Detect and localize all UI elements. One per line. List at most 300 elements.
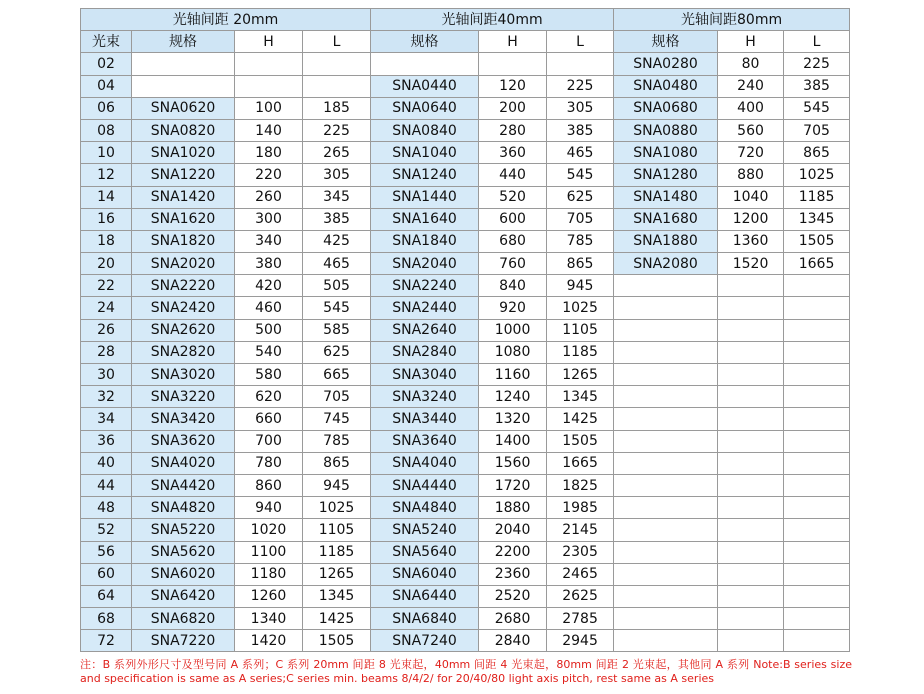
footnote: 注：B 系列外形尺寸及型号同 A 系列；C 系列 20mm 间距 8 光束起，40mm 间距 4 光束起，80mm 间距 2 光束起，其他同 A 系列 Note:B series size and specification is same as A series;C series min. beams 8/4/2/ for 20/40/80 light axis pitch, rest same as A series: [80, 658, 852, 685]
l-value-cell: [784, 519, 850, 541]
table-body: [81, 53, 850, 652]
l-value-cell: 1025: [784, 164, 850, 186]
h-value-cell: 1080: [479, 341, 547, 363]
l-value-cell: [784, 608, 850, 630]
l-value-cell: 1105: [547, 319, 614, 341]
model-cell: SNA7240: [371, 630, 479, 652]
l-value-cell: [547, 53, 614, 75]
l-value-cell: 625: [547, 186, 614, 208]
l-value-cell: 1505: [547, 430, 614, 452]
table-row: [81, 275, 850, 297]
beam-count-cell: 40: [81, 452, 132, 474]
h-value-cell: 1400: [479, 430, 547, 452]
l-value-cell: 865: [303, 452, 371, 474]
beam-count-cell: 18: [81, 230, 132, 252]
table-row: [81, 186, 850, 208]
beam-count-cell: 56: [81, 541, 132, 563]
beam-count-cell: 68: [81, 608, 132, 630]
h-value-cell: 200: [479, 97, 547, 119]
h-value-cell: [718, 630, 784, 652]
model-cell: SNA4820: [132, 497, 235, 519]
model-cell: SNA2640: [371, 319, 479, 341]
l-value-cell: [784, 452, 850, 474]
model-cell: SNA3040: [371, 364, 479, 386]
model-cell: SNA2840: [371, 341, 479, 363]
h-value-cell: 1040: [718, 186, 784, 208]
model-cell: SNA0640: [371, 97, 479, 119]
table-row: [81, 541, 850, 563]
table-row: [81, 408, 850, 430]
model-cell: SNA3220: [132, 386, 235, 408]
h-value-cell: [718, 364, 784, 386]
h-value-cell: 1520: [718, 253, 784, 275]
h-value-cell: [718, 386, 784, 408]
beam-count-cell: 06: [81, 97, 132, 119]
l-value-cell: 785: [303, 430, 371, 452]
l-value-cell: 2305: [547, 541, 614, 563]
table-row: [81, 297, 850, 319]
h-value-cell: [718, 430, 784, 452]
beam-count-cell: 28: [81, 341, 132, 363]
model-cell: [614, 408, 718, 430]
h-value-cell: 600: [479, 208, 547, 230]
l-value-cell: [784, 585, 850, 607]
h-value-cell: 2200: [479, 541, 547, 563]
l-value-cell: 465: [303, 253, 371, 275]
model-cell: SNA7220: [132, 630, 235, 652]
h-value-cell: 1320: [479, 408, 547, 430]
model-cell: [614, 341, 718, 363]
h-value-cell: 520: [479, 186, 547, 208]
h-value-cell: 1020: [235, 519, 303, 541]
l-value-cell: 2465: [547, 563, 614, 585]
table-row: [81, 519, 850, 541]
table-row: [81, 53, 850, 75]
h-value-cell: 780: [235, 452, 303, 474]
model-cell: [132, 75, 235, 97]
model-cell: SNA1280: [614, 164, 718, 186]
l-value-cell: 465: [547, 142, 614, 164]
h-value-cell: 720: [718, 142, 784, 164]
model-cell: SNA6820: [132, 608, 235, 630]
l-value-cell: 1185: [547, 341, 614, 363]
l-value-cell: [784, 563, 850, 585]
l-value-cell: 1665: [784, 253, 850, 275]
l-value-cell: 385: [784, 75, 850, 97]
column-header-l: L: [784, 31, 850, 53]
l-value-cell: 545: [303, 297, 371, 319]
h-value-cell: 1560: [479, 452, 547, 474]
h-value-cell: 500: [235, 319, 303, 341]
model-cell: SNA3640: [371, 430, 479, 452]
l-value-cell: [784, 430, 850, 452]
table-row: [81, 75, 850, 97]
model-cell: SNA2240: [371, 275, 479, 297]
l-value-cell: 425: [303, 230, 371, 252]
h-value-cell: 1180: [235, 563, 303, 585]
l-value-cell: 1265: [547, 364, 614, 386]
model-cell: SNA1440: [371, 186, 479, 208]
model-cell: [132, 53, 235, 75]
l-value-cell: [784, 630, 850, 652]
beam-count-cell: 02: [81, 53, 132, 75]
l-value-cell: 345: [303, 186, 371, 208]
h-value-cell: 460: [235, 297, 303, 319]
beam-count-cell: 34: [81, 408, 132, 430]
model-cell: SNA2020: [132, 253, 235, 275]
model-cell: SNA2820: [132, 341, 235, 363]
h-value-cell: 2040: [479, 519, 547, 541]
beam-count-cell: 48: [81, 497, 132, 519]
model-cell: [614, 630, 718, 652]
h-value-cell: [718, 408, 784, 430]
model-cell: SNA3420: [132, 408, 235, 430]
beam-count-cell: 64: [81, 585, 132, 607]
l-value-cell: [784, 364, 850, 386]
model-cell: SNA6040: [371, 563, 479, 585]
h-value-cell: 1260: [235, 585, 303, 607]
table-row: [81, 253, 850, 275]
model-cell: [614, 608, 718, 630]
l-value-cell: 705: [547, 208, 614, 230]
h-value-cell: [718, 585, 784, 607]
l-value-cell: [784, 474, 850, 496]
group-header-row: [81, 9, 850, 31]
model-cell: SNA2620: [132, 319, 235, 341]
model-cell: SNA0880: [614, 119, 718, 141]
model-cell: [614, 364, 718, 386]
l-value-cell: [784, 497, 850, 519]
table-row: [81, 341, 850, 363]
table-row: [81, 563, 850, 585]
h-value-cell: 700: [235, 430, 303, 452]
model-cell: SNA0440: [371, 75, 479, 97]
model-cell: SNA4440: [371, 474, 479, 496]
h-value-cell: [479, 53, 547, 75]
l-value-cell: 1985: [547, 497, 614, 519]
l-value-cell: 545: [547, 164, 614, 186]
l-value-cell: 705: [784, 119, 850, 141]
model-cell: SNA1820: [132, 230, 235, 252]
h-value-cell: 580: [235, 364, 303, 386]
model-cell: SNA0620: [132, 97, 235, 119]
table-row: [81, 319, 850, 341]
column-header-h: H: [718, 31, 784, 53]
beam-count-cell: 10: [81, 142, 132, 164]
spec-table: [80, 8, 850, 652]
l-value-cell: [784, 341, 850, 363]
h-value-cell: 2840: [479, 630, 547, 652]
l-value-cell: 865: [547, 253, 614, 275]
model-cell: SNA3440: [371, 408, 479, 430]
l-value-cell: [303, 75, 371, 97]
l-value-cell: 945: [303, 474, 371, 496]
model-cell: SNA6420: [132, 585, 235, 607]
model-cell: SNA5220: [132, 519, 235, 541]
table-row: [81, 474, 850, 496]
h-value-cell: 1720: [479, 474, 547, 496]
l-value-cell: [784, 297, 850, 319]
h-value-cell: 300: [235, 208, 303, 230]
h-value-cell: 1100: [235, 541, 303, 563]
l-value-cell: 585: [303, 319, 371, 341]
l-value-cell: 2785: [547, 608, 614, 630]
h-value-cell: 280: [479, 119, 547, 141]
l-value-cell: 945: [547, 275, 614, 297]
model-cell: SNA0680: [614, 97, 718, 119]
l-value-cell: 705: [303, 386, 371, 408]
h-value-cell: [718, 541, 784, 563]
table-row: [81, 164, 850, 186]
model-cell: SNA0280: [614, 53, 718, 75]
h-value-cell: 660: [235, 408, 303, 430]
l-value-cell: 185: [303, 97, 371, 119]
l-value-cell: 225: [547, 75, 614, 97]
h-value-cell: 2360: [479, 563, 547, 585]
beam-count-cell: 16: [81, 208, 132, 230]
model-cell: [614, 452, 718, 474]
h-value-cell: 420: [235, 275, 303, 297]
l-value-cell: 1505: [784, 230, 850, 252]
h-value-cell: 360: [479, 142, 547, 164]
h-value-cell: [718, 519, 784, 541]
l-value-cell: [784, 319, 850, 341]
l-value-cell: 545: [784, 97, 850, 119]
group-header-80mm: 光轴间距80mm: [614, 9, 850, 31]
h-value-cell: [718, 275, 784, 297]
table-row: [81, 364, 850, 386]
table-row: [81, 430, 850, 452]
l-value-cell: 1665: [547, 452, 614, 474]
beam-count-cell: 26: [81, 319, 132, 341]
l-value-cell: 2625: [547, 585, 614, 607]
model-cell: SNA2420: [132, 297, 235, 319]
h-value-cell: 680: [479, 230, 547, 252]
l-value-cell: [784, 386, 850, 408]
column-header-model: 规格: [614, 31, 718, 53]
column-header-l: L: [303, 31, 371, 53]
table-row: [81, 608, 850, 630]
h-value-cell: [718, 497, 784, 519]
model-cell: SNA3620: [132, 430, 235, 452]
h-value-cell: [718, 474, 784, 496]
model-cell: [614, 563, 718, 585]
h-value-cell: 540: [235, 341, 303, 363]
model-cell: SNA0480: [614, 75, 718, 97]
model-cell: [614, 319, 718, 341]
h-value-cell: 220: [235, 164, 303, 186]
model-cell: SNA4040: [371, 452, 479, 474]
h-value-cell: [718, 297, 784, 319]
model-cell: SNA4020: [132, 452, 235, 474]
l-value-cell: 1025: [547, 297, 614, 319]
table-row: [81, 119, 850, 141]
beam-count-cell: 60: [81, 563, 132, 585]
model-cell: SNA3240: [371, 386, 479, 408]
model-cell: [614, 519, 718, 541]
model-cell: SNA5240: [371, 519, 479, 541]
model-cell: [371, 53, 479, 75]
h-value-cell: 80: [718, 53, 784, 75]
l-value-cell: 745: [303, 408, 371, 430]
column-header-beam: 光束: [81, 31, 132, 53]
l-value-cell: 1025: [303, 497, 371, 519]
h-value-cell: 380: [235, 253, 303, 275]
h-value-cell: 840: [479, 275, 547, 297]
model-cell: SNA2220: [132, 275, 235, 297]
h-value-cell: 620: [235, 386, 303, 408]
model-cell: [614, 297, 718, 319]
l-value-cell: 1425: [547, 408, 614, 430]
l-value-cell: 1345: [784, 208, 850, 230]
l-value-cell: 505: [303, 275, 371, 297]
h-value-cell: 1420: [235, 630, 303, 652]
h-value-cell: 440: [479, 164, 547, 186]
h-value-cell: 940: [235, 497, 303, 519]
l-value-cell: 385: [547, 119, 614, 141]
model-cell: SNA1080: [614, 142, 718, 164]
model-cell: [614, 275, 718, 297]
h-value-cell: 180: [235, 142, 303, 164]
table-row: [81, 97, 850, 119]
beam-count-cell: 24: [81, 297, 132, 319]
beam-count-cell: 20: [81, 253, 132, 275]
beam-count-cell: 08: [81, 119, 132, 141]
l-value-cell: 1425: [303, 608, 371, 630]
h-value-cell: 2520: [479, 585, 547, 607]
model-cell: SNA4420: [132, 474, 235, 496]
beam-count-cell: 32: [81, 386, 132, 408]
h-value-cell: [718, 341, 784, 363]
l-value-cell: 2145: [547, 519, 614, 541]
l-value-cell: 1345: [303, 585, 371, 607]
model-cell: SNA5640: [371, 541, 479, 563]
model-cell: [614, 541, 718, 563]
h-value-cell: [718, 608, 784, 630]
column-header-h: H: [235, 31, 303, 53]
beam-count-cell: 04: [81, 75, 132, 97]
model-cell: SNA0820: [132, 119, 235, 141]
l-value-cell: 665: [303, 364, 371, 386]
group-header-20mm: 光轴间距 20mm: [81, 9, 371, 31]
l-value-cell: [784, 408, 850, 430]
column-header-row: [81, 31, 850, 53]
model-cell: [614, 497, 718, 519]
beam-count-cell: 44: [81, 474, 132, 496]
table-row: [81, 585, 850, 607]
model-cell: SNA1220: [132, 164, 235, 186]
h-value-cell: [235, 53, 303, 75]
l-value-cell: 305: [547, 97, 614, 119]
model-cell: [614, 585, 718, 607]
l-value-cell: 1185: [784, 186, 850, 208]
group-header-40mm: 光轴间距40mm: [371, 9, 614, 31]
table-row: [81, 630, 850, 652]
l-value-cell: 305: [303, 164, 371, 186]
beam-count-cell: 22: [81, 275, 132, 297]
l-value-cell: 1185: [303, 541, 371, 563]
column-header-model: 规格: [371, 31, 479, 53]
h-value-cell: 140: [235, 119, 303, 141]
table-row: [81, 230, 850, 252]
h-value-cell: 120: [479, 75, 547, 97]
h-value-cell: 100: [235, 97, 303, 119]
model-cell: SNA0840: [371, 119, 479, 141]
beam-count-cell: 30: [81, 364, 132, 386]
l-value-cell: [784, 275, 850, 297]
beam-count-cell: 14: [81, 186, 132, 208]
h-value-cell: 920: [479, 297, 547, 319]
column-header-model: 规格: [132, 31, 235, 53]
model-cell: [614, 386, 718, 408]
model-cell: SNA2040: [371, 253, 479, 275]
model-cell: SNA5620: [132, 541, 235, 563]
h-value-cell: 760: [479, 253, 547, 275]
l-value-cell: [784, 541, 850, 563]
h-value-cell: 260: [235, 186, 303, 208]
beam-count-cell: 52: [81, 519, 132, 541]
model-cell: SNA2080: [614, 253, 718, 275]
table-row: [81, 497, 850, 519]
table-row: [81, 386, 850, 408]
h-value-cell: [718, 563, 784, 585]
h-value-cell: 2680: [479, 608, 547, 630]
model-cell: SNA6840: [371, 608, 479, 630]
table-row: [81, 452, 850, 474]
l-value-cell: 865: [784, 142, 850, 164]
table-row: [81, 142, 850, 164]
h-value-cell: 1880: [479, 497, 547, 519]
beam-count-cell: 72: [81, 630, 132, 652]
model-cell: SNA1680: [614, 208, 718, 230]
h-value-cell: [718, 319, 784, 341]
l-value-cell: 1345: [547, 386, 614, 408]
model-cell: [614, 430, 718, 452]
model-cell: SNA1040: [371, 142, 479, 164]
model-cell: SNA1480: [614, 186, 718, 208]
model-cell: SNA1640: [371, 208, 479, 230]
model-cell: SNA6020: [132, 563, 235, 585]
model-cell: SNA1420: [132, 186, 235, 208]
h-value-cell: 340: [235, 230, 303, 252]
h-value-cell: 400: [718, 97, 784, 119]
table-row: [81, 208, 850, 230]
l-value-cell: 225: [303, 119, 371, 141]
model-cell: [614, 474, 718, 496]
h-value-cell: [718, 452, 784, 474]
h-value-cell: 1000: [479, 319, 547, 341]
h-value-cell: 1360: [718, 230, 784, 252]
column-header-l: L: [547, 31, 614, 53]
l-value-cell: 1505: [303, 630, 371, 652]
model-cell: SNA1020: [132, 142, 235, 164]
h-value-cell: 1200: [718, 208, 784, 230]
h-value-cell: 1240: [479, 386, 547, 408]
l-value-cell: 2945: [547, 630, 614, 652]
l-value-cell: 265: [303, 142, 371, 164]
model-cell: SNA3020: [132, 364, 235, 386]
l-value-cell: 1825: [547, 474, 614, 496]
l-value-cell: 385: [303, 208, 371, 230]
l-value-cell: [303, 53, 371, 75]
column-header-h: H: [479, 31, 547, 53]
h-value-cell: 1340: [235, 608, 303, 630]
h-value-cell: 880: [718, 164, 784, 186]
model-cell: SNA1620: [132, 208, 235, 230]
model-cell: SNA1240: [371, 164, 479, 186]
model-cell: SNA2440: [371, 297, 479, 319]
h-value-cell: [235, 75, 303, 97]
